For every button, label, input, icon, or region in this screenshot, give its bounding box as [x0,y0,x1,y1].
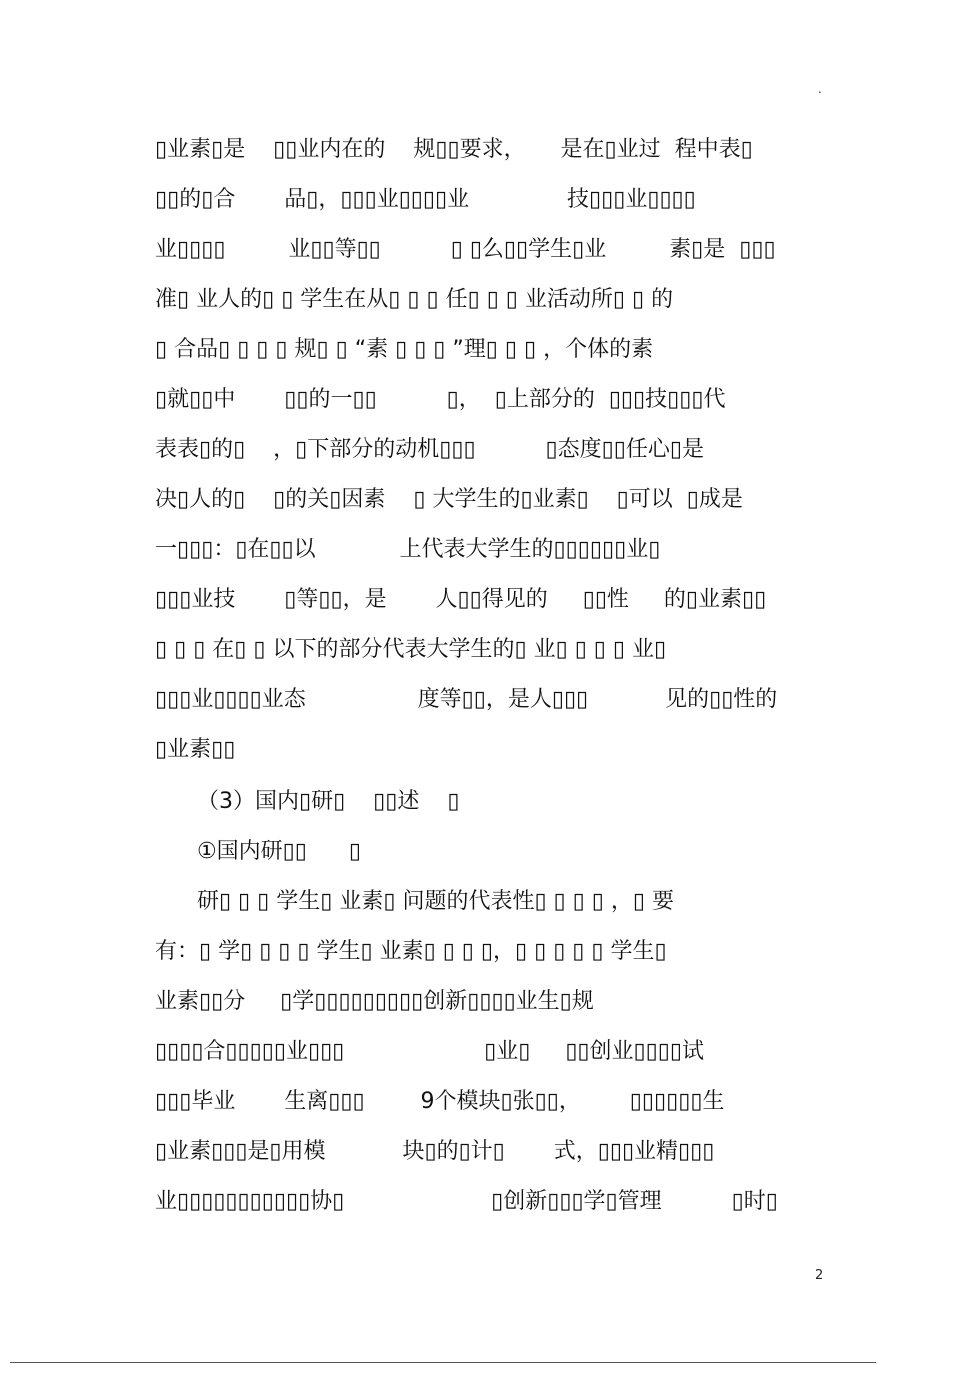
text-line: ▯▯▯▯合▯▯▯▯▯业▯▯▯ ▯业▯ ▯▯创业▯▯▯▯试 [155,1039,704,1064]
page-number: 2 [815,1268,824,1283]
text-line: 业▯▯▯▯ 业▯▯等▯▯ ▯ ▯么▯▯学生▯业 素▯是 ▯▯▯ [155,237,776,262]
text-line: ▯业素▯是 ▯▯业内在的 规▯▯要求， 是在▯业过 程中表▯ [155,137,753,162]
header-mark: . [818,82,822,96]
text-line: 决▯人的▯ ▯的关▯因素 ▯ 大学生的▯业素▯ ▯可以 ▯成是 [155,487,743,512]
text-line: ①国内研▯▯ ▯ [155,839,361,864]
text-line: ▯▯▯业技 ▯等▯▯，是 人▯▯得见的 ▯▯性 的▯业素▯▯ [155,587,767,612]
text-line: 业▯▯▯▯▯▯▯▯▯▯▯协▯ ▯创新▯▯▯学▯管理 ▯时▯ [155,1189,778,1214]
text-line: ▯▯▯业▯▯▯▯业态 度等▯▯，是人▯▯▯ 见的▯▯性的 [155,687,778,712]
text-line: 研▯ ▯ ▯ 学生▯ 业素▯ 问题的代表性▯ ▯ ▯ ▯ ，▯ 要 [155,889,674,914]
text-line: 业素▯▯分 ▯学▯▯▯▯▯▯▯▯▯创新▯▯▯▯业生▯规 [155,989,594,1014]
text-line: 表表▯的▯ ，▯下部分的动机▯▯▯ ▯态度▯▯任心▯是 [155,437,704,462]
text-line: 一▯▯▯：▯在▯▯以 上代表大学生的▯▯▯▯▯▯业▯ [155,537,661,562]
text-line: ▯就▯▯中 ▯▯的一▯▯ ▯， ▯上部分的 ▯▯▯技▯▯▯代 [155,387,726,412]
text-line: ▯ 合品▯ ▯ ▯ ▯ 规▯ ▯ “素 ▯ ▯ ▯ ”理▯ ▯ ▯ ，个体的素 [155,337,654,362]
text-line: ▯业素▯▯ [155,737,236,762]
text-line: （3）国内▯研▯ ▯▯述 ▯ [155,789,460,814]
footer-rule [10,1362,876,1363]
text-line: ▯▯的▯合 品▯，▯▯▯业▯▯▯▯业 技▯▯▯业▯▯▯▯ [155,187,696,212]
text-line: 准▯ 业人的▯ ▯ 学生在从▯ ▯ ▯ 任▯ ▯ ▯ 业活动所▯ ▯ 的 [155,287,674,312]
text-line: ▯业素▯▯▯是▯用模 块▯的▯计▯ 式，▯▯▯业精▯▯▯ [155,1139,715,1164]
text-line: 有：▯ 学▯ ▯ ▯ ▯ 学生▯ 业素▯ ▯ ▯ ▯，▯ ▯ ▯ ▯ ▯ 学生▯ [155,939,667,964]
text-line: ▯ ▯ ▯ 在▯ ▯ 以下的部分代表大学生的▯ 业▯ ▯ ▯ ▯ 业▯ [155,637,667,662]
text-line: ▯▯▯毕业 生离▯▯▯ 9个模块▯张▯▯， ▯▯▯▯▯▯生 [155,1089,725,1114]
